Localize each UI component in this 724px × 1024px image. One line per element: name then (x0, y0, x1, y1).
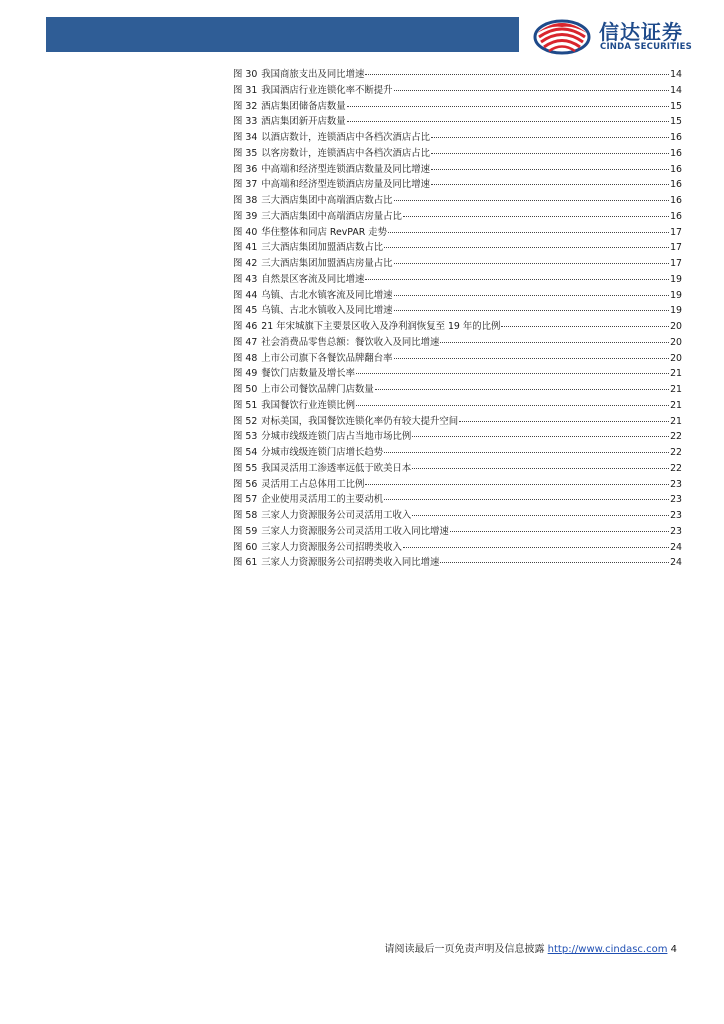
dot-leader (459, 421, 669, 422)
dot-leader (384, 452, 669, 453)
page-footer (384, 940, 677, 955)
figure-list-item[interactable] (233, 319, 682, 335)
figure-number: 图 41 (233, 242, 258, 254)
figure-list-item[interactable] (233, 288, 682, 304)
figure-title: 上市公司餐饮品牌门店数量 (261, 384, 374, 395)
figure-number: 图 42 (233, 258, 258, 269)
figure-number: 图 39 (233, 210, 258, 222)
figure-number: 图 50 (233, 384, 258, 395)
figure-list-item[interactable] (233, 67, 682, 83)
figure-title: 三家人力资源服务公司灵活用工收入 (261, 510, 412, 521)
figure-title: 社会消费品零售总额：餐饮收入及同比增速 (261, 336, 440, 348)
figure-page-number: 22 (670, 447, 682, 458)
figure-list-item[interactable] (233, 351, 682, 367)
figure-number: 图 32 (233, 100, 258, 112)
figure-number: 图 57 (233, 494, 258, 506)
figure-list-item[interactable] (233, 256, 682, 272)
figure-page-number: 22 (670, 462, 682, 474)
dot-leader (384, 247, 669, 248)
dot-leader (412, 436, 669, 437)
figure-list-item[interactable] (233, 240, 682, 256)
figure-number: 图 36 (233, 163, 258, 175)
figure-list-item[interactable] (233, 429, 682, 445)
figure-list-item[interactable] (233, 445, 682, 461)
figure-number: 图 43 (233, 273, 258, 285)
figure-title: 分城市线级连锁门店增长趋势 (261, 447, 384, 458)
figure-title: 分城市线级连锁门店占当地市场比例 (261, 431, 412, 443)
figure-page-number: 23 (670, 494, 682, 506)
figure-list-item[interactable] (233, 398, 682, 414)
figure-list-item[interactable] (233, 461, 682, 477)
figure-page-number: 17 (670, 258, 682, 269)
figure-list-item[interactable] (233, 382, 682, 398)
figure-title: 我国灵活用工渗透率远低于欧美日本 (261, 462, 412, 474)
footer-page-number: 4 (670, 944, 677, 955)
figure-number: 图 53 (233, 431, 258, 443)
figure-page-number: 20 (670, 352, 682, 364)
figure-title: 三家人力资源服务公司灵活用工收入同比增速 (261, 525, 449, 537)
figure-number: 图 56 (233, 478, 258, 490)
dot-leader (440, 562, 669, 563)
figure-number: 图 40 (233, 226, 258, 238)
figure-title: 上市公司旗下各餐饮品牌翻台率 (261, 352, 393, 364)
figure-list-item[interactable] (233, 99, 682, 115)
dot-leader (394, 90, 669, 91)
footer-disclaimer: 请阅读最后一页免责声明及信息披露 (384, 944, 545, 955)
figure-title: 以客房数计，连锁酒店中各档次酒店占比 (261, 147, 431, 159)
figure-list-item[interactable] (233, 477, 682, 493)
dot-leader (365, 74, 669, 75)
figure-page-number: 16 (670, 132, 682, 143)
dot-leader (431, 137, 669, 138)
figure-page-number: 19 (670, 273, 682, 285)
figure-title: 我国商旅支出及同比增速 (261, 69, 365, 80)
figure-page-number: 23 (670, 525, 682, 537)
dot-leader (412, 468, 669, 469)
dot-leader (403, 216, 669, 217)
figure-list-item[interactable] (233, 83, 682, 99)
dot-leader (365, 484, 669, 485)
dot-leader (365, 279, 669, 280)
figure-title: 三大酒店集团加盟酒店房量占比 (261, 258, 393, 269)
figure-page-number: 19 (670, 305, 682, 317)
figure-page-number: 21 (670, 384, 682, 395)
figure-title: 三大酒店集团加盟酒店数占比 (261, 242, 384, 254)
figure-page-number: 17 (670, 242, 682, 254)
figure-list-item[interactable] (233, 114, 682, 130)
figure-title: 企业使用灵活用工的主要动机 (261, 494, 384, 506)
figure-number: 图 51 (233, 399, 258, 411)
figure-title: 中高端和经济型连锁酒店房量及同比增速 (261, 179, 431, 191)
figure-title: 自然景区客流及同比增速 (261, 273, 365, 285)
figure-number: 图 61 (233, 557, 258, 569)
figure-page-number: 16 (670, 147, 682, 159)
figure-page-number: 14 (670, 84, 682, 96)
figure-number: 图 37 (233, 179, 258, 191)
figure-number: 图 58 (233, 510, 258, 521)
figure-list-item[interactable] (233, 508, 682, 524)
cinda-logo-icon (533, 15, 591, 55)
figure-number: 图 34 (233, 132, 258, 143)
dot-leader (356, 405, 669, 406)
company-logo (533, 14, 713, 58)
figure-page-number: 21 (670, 399, 682, 411)
dot-leader (450, 531, 669, 532)
dot-leader (394, 295, 669, 296)
dot-leader (440, 342, 669, 343)
figure-list-item[interactable] (233, 555, 682, 571)
figure-page-number: 16 (670, 195, 682, 206)
figure-page-number: 23 (670, 510, 682, 521)
figure-title: 酒店集团储备店数量 (261, 100, 346, 112)
figure-page-number: 14 (670, 69, 682, 80)
figure-page-number: 16 (670, 179, 682, 191)
figure-number: 图 35 (233, 147, 258, 159)
figure-list-item[interactable] (233, 335, 682, 351)
figure-number: 图 55 (233, 462, 258, 474)
footer-website-link[interactable]: http://www.cindasc.com (547, 944, 668, 955)
figure-page-number: 24 (670, 557, 682, 569)
dot-leader (394, 358, 669, 359)
figure-page-number: 21 (670, 368, 682, 380)
figure-page-number: 23 (670, 478, 682, 490)
figure-list-item[interactable] (233, 414, 682, 430)
dot-leader (501, 326, 669, 327)
figure-number: 图 54 (233, 447, 258, 458)
figure-number: 图 59 (233, 525, 258, 537)
figure-number: 图 38 (233, 195, 258, 206)
figure-list-item[interactable] (233, 524, 682, 540)
header-band (46, 17, 519, 52)
dot-leader (403, 547, 669, 548)
dot-leader (356, 373, 669, 374)
figure-page-number: 24 (670, 541, 682, 553)
figure-list-item[interactable] (233, 177, 682, 193)
figure-number: 图 31 (233, 84, 258, 96)
figure-number: 图 48 (233, 352, 258, 364)
figure-list-item[interactable] (233, 225, 682, 241)
figure-number: 图 45 (233, 305, 258, 317)
figure-list (233, 67, 682, 571)
figure-title: 对标美国，我国餐饮连锁化率仍有较大提升空间 (261, 415, 459, 427)
figure-list-item[interactable] (233, 272, 682, 288)
figure-list-item[interactable] (233, 209, 682, 225)
figure-title: 灵活用工占总体用工比例 (261, 478, 365, 490)
figure-number: 图 46 (233, 321, 258, 332)
figure-title: 我国酒店行业连锁化率不断提升 (261, 84, 393, 96)
dot-leader (347, 121, 669, 122)
figure-title: 酒店集团新开店数量 (261, 116, 346, 128)
figure-title: 餐饮门店数量及增长率 (261, 368, 356, 380)
figure-number: 图 30 (233, 69, 258, 80)
figure-page-number: 19 (670, 289, 682, 301)
figure-list-item[interactable] (233, 540, 682, 556)
figure-title: 我国餐饮行业连锁比例 (261, 399, 356, 411)
dot-leader (394, 200, 669, 201)
dot-leader (384, 499, 669, 500)
figure-title: 乌镇、古北水镇收入及同比增速 (261, 305, 393, 317)
figure-list-item[interactable] (233, 130, 682, 146)
figure-list-item[interactable] (233, 146, 682, 162)
figure-title: 21 年宋城旗下主要景区收入及净利润恢复至 19 年的比例 (261, 321, 501, 332)
figure-title: 以酒店数计，连锁酒店中各档次酒店占比 (261, 132, 431, 143)
figure-page-number: 21 (670, 415, 682, 427)
figure-title: 三大酒店集团中高端酒店数占比 (261, 195, 393, 206)
logo-english-name: CINDA SECURITIES (600, 42, 692, 52)
figure-page-number: 17 (670, 226, 682, 238)
figure-number: 图 60 (233, 541, 258, 553)
figure-page-number: 22 (670, 431, 682, 443)
figure-list-item[interactable] (233, 303, 682, 319)
figure-page-number: 16 (670, 163, 682, 175)
figure-title: 三大酒店集团中高端酒店房量占比 (261, 210, 402, 222)
figure-page-number: 15 (670, 100, 682, 112)
dot-leader (431, 153, 669, 154)
dot-leader (412, 515, 669, 516)
dot-leader (394, 310, 669, 311)
figure-page-number: 16 (670, 210, 682, 222)
dot-leader (394, 263, 669, 264)
figure-number: 图 33 (233, 116, 258, 128)
figure-title: 华住整体和同店 RevPAR 走势 (261, 226, 388, 238)
logo-chinese-name: 信达证券 (599, 20, 683, 44)
figure-list-item[interactable] (233, 162, 682, 178)
dot-leader (431, 184, 669, 185)
figure-number: 图 47 (233, 336, 258, 348)
figure-page-number: 20 (670, 321, 682, 332)
dot-leader (388, 232, 669, 233)
figure-title: 乌镇、古北水镇客流及同比增速 (261, 289, 393, 301)
figure-page-number: 20 (670, 336, 682, 348)
dot-leader (347, 106, 669, 107)
dot-leader (431, 169, 669, 170)
dot-leader (375, 389, 669, 390)
figure-list-item[interactable] (233, 366, 682, 382)
figure-list-item[interactable] (233, 492, 682, 508)
figure-page-number: 15 (670, 116, 682, 128)
figure-title: 三家人力资源服务公司招聘类收入同比增速 (261, 557, 440, 569)
figure-title: 三家人力资源服务公司招聘类收入 (261, 541, 402, 553)
figure-number: 图 44 (233, 289, 258, 301)
figure-title: 中高端和经济型连锁酒店数量及同比增速 (261, 163, 431, 175)
figure-number: 图 52 (233, 415, 258, 427)
figure-number: 图 49 (233, 368, 258, 380)
figure-list-item[interactable] (233, 193, 682, 209)
